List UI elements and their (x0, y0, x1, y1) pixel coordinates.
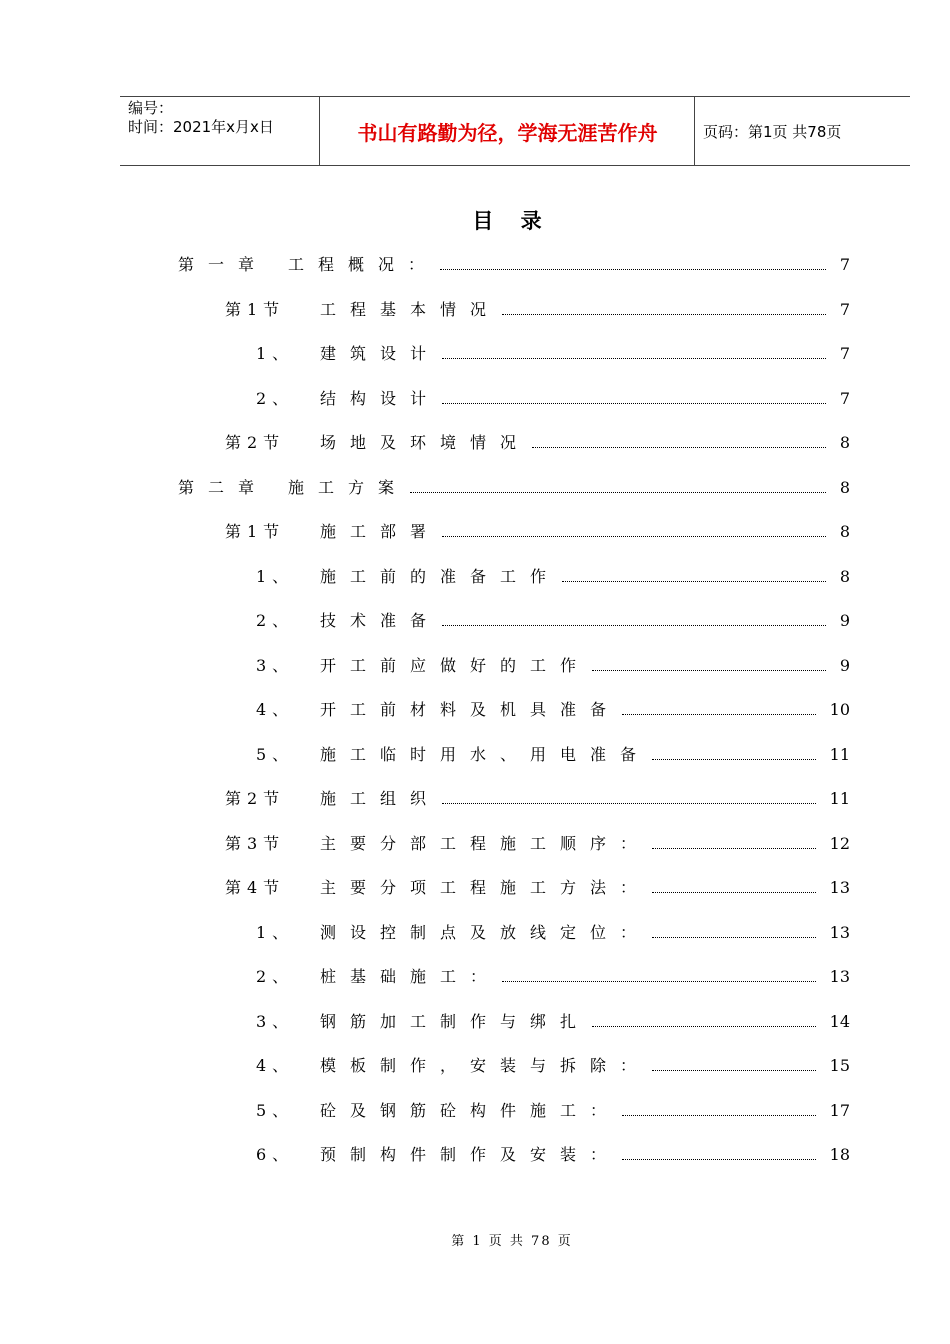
toc-leader-dots (502, 314, 826, 315)
toc-entry-number: 第2节 (225, 789, 286, 808)
toc-entry[interactable] (0, 565, 950, 589)
toc-entry[interactable] (0, 1143, 950, 1167)
toc-leader-dots (532, 447, 826, 448)
toc-entry-title: 技术准备 (320, 611, 441, 630)
header-page-info: 页码：第1页 共78页 (703, 122, 842, 141)
toc-entry[interactable] (0, 342, 950, 366)
toc-entry-page: 8 (839, 477, 850, 497)
toc-entry-number: 4、 (256, 1056, 295, 1075)
toc-leader-dots (442, 536, 826, 537)
toc-leader-dots (652, 759, 816, 760)
toc-entry-page: 9 (839, 655, 850, 675)
page-footer: 第 1 页 共 78 页 (451, 1234, 573, 1249)
toc-entry-title: 测设控制点及放线定位： (320, 922, 651, 942)
toc-leader-dots (652, 848, 816, 849)
toc-entry[interactable] (0, 921, 950, 945)
toc-leader-dots (622, 1159, 816, 1160)
toc-entry-page: 7 (839, 299, 850, 319)
toc-entry-page: 13 (829, 878, 850, 897)
toc-entry-number: 5、 (256, 1100, 295, 1120)
toc-entry-title: 砼及钢筋砼构件施工： (320, 1100, 621, 1120)
toc-leader-dots (562, 581, 826, 582)
toc-entry-title: 施工组织 (320, 789, 441, 808)
toc-entry[interactable] (0, 387, 950, 411)
toc-entry-page: 11 (829, 789, 850, 808)
number-label: 编号： (128, 99, 174, 117)
toc-title: 目 录 (472, 208, 552, 233)
toc-entry-title: 施工前的准备工作 (320, 566, 561, 586)
toc-entry-page: 12 (829, 833, 850, 853)
header-motto: 书山有路勤为径，学海无涯苦作舟 (321, 97, 695, 165)
toc-leader-dots (622, 1115, 816, 1116)
toc-entry-title: 施工部署 (320, 522, 441, 541)
toc-entry-title: 工程基本情况 (320, 299, 501, 319)
toc-entry-page: 13 (829, 922, 850, 942)
toc-entry-number: 第1节 (225, 299, 286, 319)
toc-entry-number: 1、 (256, 344, 295, 363)
toc-entry-title: 桩基础施工： (320, 967, 501, 986)
toc-entry[interactable] (0, 1010, 950, 1034)
toc-entry[interactable] (0, 876, 950, 900)
toc-entry[interactable] (0, 1054, 950, 1078)
toc-entry-title: 结构设计 (320, 388, 441, 408)
toc-entry-title: 施工临时用水、用电准备 (320, 744, 651, 764)
toc-entry[interactable] (0, 965, 950, 989)
toc-entry-number: 第4节 (225, 878, 286, 897)
toc-entry-page: 15 (829, 1056, 850, 1075)
toc-entry-number: 第1节 (225, 522, 286, 541)
toc-entry-number: 2、 (256, 388, 295, 408)
toc-entry-number: 3、 (256, 655, 295, 675)
toc-entry[interactable] (0, 832, 950, 856)
toc-entry-page: 14 (829, 1011, 850, 1031)
toc-entry-page: 17 (829, 1100, 850, 1120)
toc-entry[interactable] (0, 253, 950, 277)
toc-entry-page: 13 (829, 967, 850, 986)
toc-leader-dots (442, 625, 826, 626)
toc-entry-title: 主要分项工程施工方法： (320, 878, 651, 897)
toc-leader-dots (442, 403, 826, 404)
toc-entry-title: 钢筋加工制作与绑扎 (320, 1011, 591, 1031)
toc-entry[interactable] (0, 654, 950, 678)
toc-entry-number: 4、 (256, 700, 295, 719)
toc-entry-number: 5、 (256, 744, 295, 764)
toc-entry-title: 施工方案 (288, 477, 409, 497)
toc-entry-number: 第一章 (178, 255, 269, 274)
header-meta-cell (120, 97, 320, 165)
toc-entry[interactable] (0, 1099, 950, 1123)
toc-leader-dots (652, 1070, 816, 1071)
toc-entry[interactable] (0, 743, 950, 767)
toc-entry-number: 2、 (256, 611, 295, 630)
toc-entry-page: 7 (839, 255, 850, 274)
toc-entry-title: 建筑设计 (320, 344, 441, 363)
toc-entry[interactable] (0, 520, 950, 544)
toc-entry[interactable] (0, 698, 950, 722)
toc-entry-number: 2、 (256, 967, 295, 986)
toc-entry[interactable] (0, 476, 950, 500)
toc-leader-dots (652, 937, 816, 938)
toc-leader-dots (440, 269, 826, 270)
toc-entry[interactable] (0, 787, 950, 811)
toc-entry-page: 11 (829, 744, 850, 764)
toc-entry-title: 主要分部工程施工顺序： (320, 833, 651, 853)
toc-leader-dots (622, 714, 816, 715)
toc-entry-page: 10 (829, 700, 850, 719)
toc-leader-dots (442, 358, 826, 359)
time-label: 时间：2021年x月x日 (128, 118, 274, 136)
toc-entry-page: 18 (829, 1145, 850, 1164)
toc-entry-title: 开工前材料及机具准备 (320, 700, 621, 719)
toc-entry-page: 9 (839, 611, 850, 630)
toc-entry-title: 模板制作，安装与拆除： (320, 1056, 651, 1075)
toc-entry[interactable] (0, 431, 950, 455)
toc-leader-dots (442, 803, 816, 804)
toc-leader-dots (410, 492, 826, 493)
toc-entry-number: 1、 (256, 566, 295, 586)
toc-entry-title: 开工前应做好的工作 (320, 655, 591, 675)
toc-entry-number: 3、 (256, 1011, 295, 1031)
toc-entry-number: 1、 (256, 922, 295, 942)
toc-entry-title: 场地及环境情况 (320, 433, 531, 452)
toc-entry-page: 8 (839, 433, 850, 452)
toc-entry-page: 7 (839, 388, 850, 408)
toc-entry-number: 6、 (256, 1145, 295, 1164)
toc-entry-number: 第2节 (225, 433, 286, 452)
toc-entry-title: 工程概况： (288, 255, 439, 274)
page-header (120, 96, 910, 166)
toc-entry-page: 7 (839, 344, 850, 363)
toc-entry-number: 第3节 (225, 833, 286, 853)
toc-entry-page: 8 (839, 522, 850, 541)
toc-entry-number: 第二章 (178, 477, 269, 497)
toc-entry-title: 预制构件制作及安装： (320, 1145, 621, 1164)
toc-entry-page: 8 (839, 566, 850, 586)
toc-entry[interactable] (0, 298, 950, 322)
toc-leader-dots (592, 1026, 816, 1027)
toc-leader-dots (502, 981, 816, 982)
toc-leader-dots (652, 892, 816, 893)
toc-leader-dots (592, 670, 826, 671)
toc-entry[interactable] (0, 609, 950, 633)
